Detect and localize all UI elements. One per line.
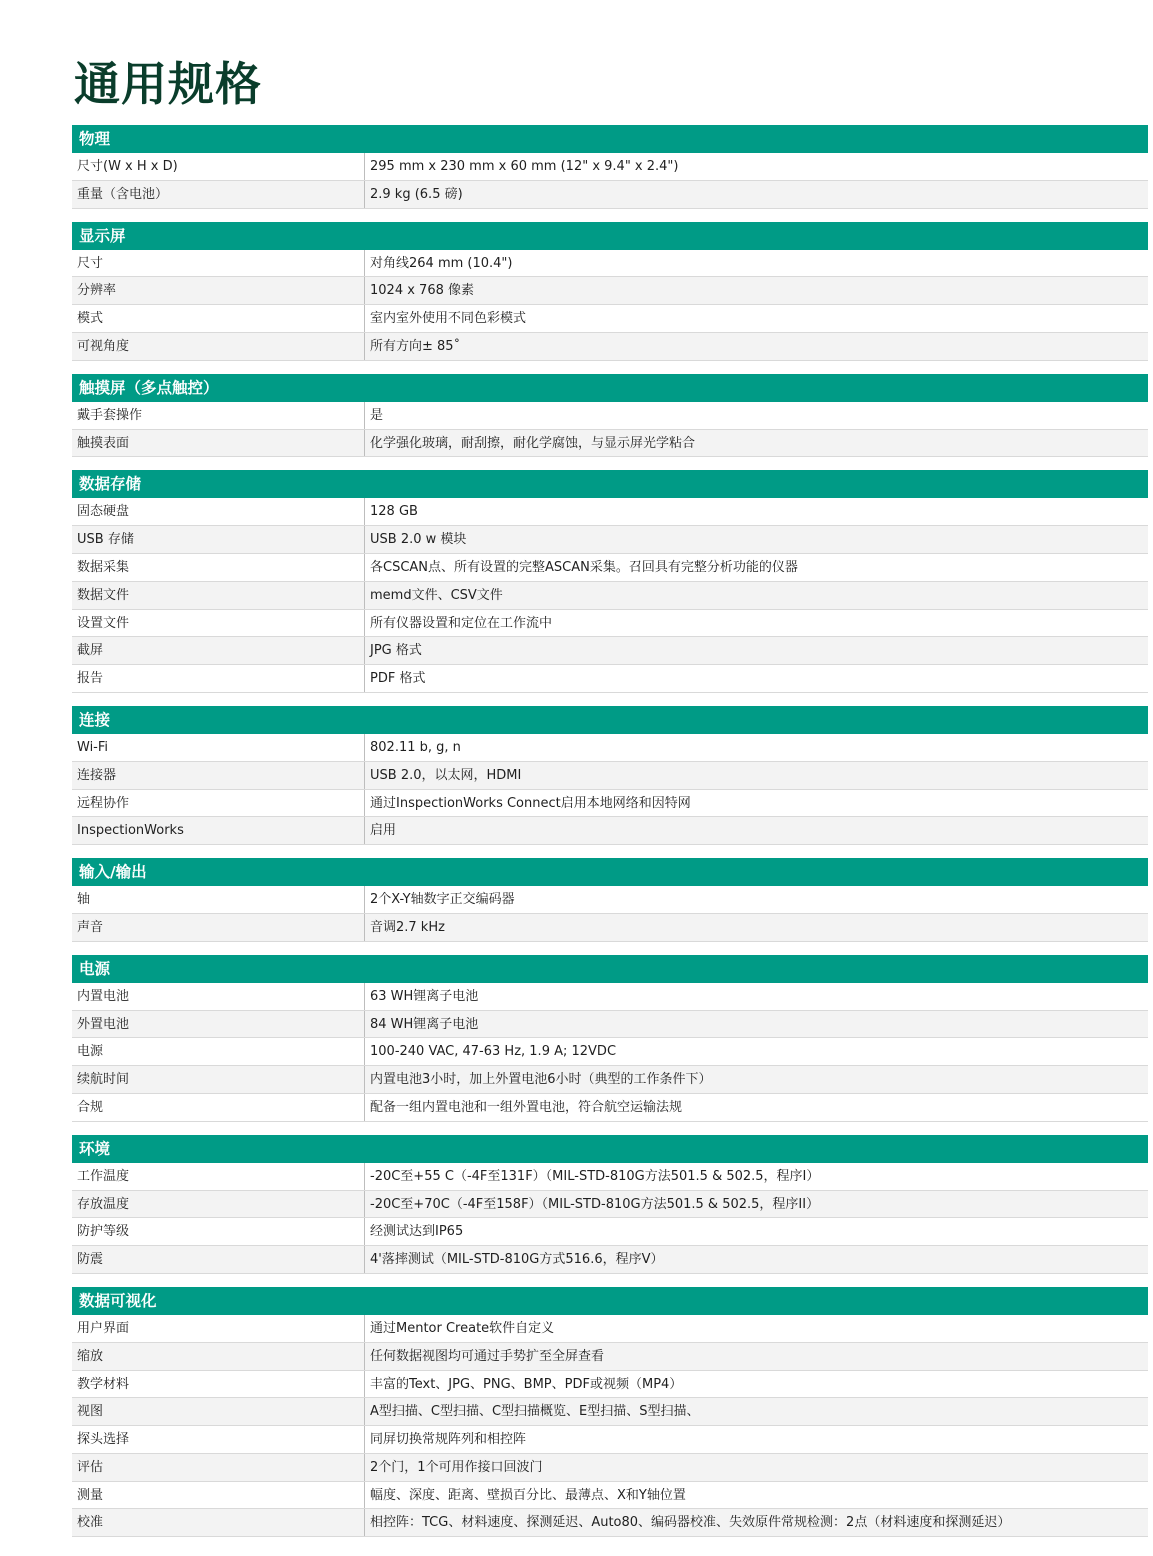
spec-value: 100-240 VAC, 47-63 Hz, 1.9 A; 12VDC [370, 1044, 617, 1060]
spec-value: 1024 x 768 像素 [370, 283, 474, 299]
spec-section [72, 470, 1148, 693]
spec-row [72, 1066, 1148, 1094]
spec-row [72, 582, 1148, 610]
spec-row [72, 1509, 1148, 1537]
spec-row [72, 665, 1148, 693]
spec-row [72, 181, 1148, 209]
section-rows [72, 402, 1148, 458]
section-header: 显示屏 [72, 222, 1148, 250]
spec-value: 音调2.7 kHz [370, 919, 445, 935]
section-rows [72, 153, 1148, 209]
spec-key: 测量 [72, 1482, 365, 1509]
spec-value: 对角线264 mm (10.4") [370, 255, 513, 271]
spec-row [72, 277, 1148, 305]
spec-key: 电源 [72, 1038, 365, 1065]
spec-value: 84 WH锂离子电池 [370, 1016, 479, 1032]
spec-key: 外置电池 [72, 1011, 365, 1038]
spec-row [72, 1454, 1148, 1482]
spec-value: 配备一组内置电池和一组外置电池，符合航空运输法规 [370, 1099, 683, 1115]
spec-row [72, 250, 1148, 278]
spec-value: 通过InspectionWorks Connect启用本地网络和因特网 [370, 795, 691, 811]
spec-row [72, 1038, 1148, 1066]
spec-key: Wi-Fi [72, 734, 365, 761]
spec-value: 同屏切换常规阵列和相控阵 [370, 1432, 527, 1448]
spec-key: 探头选择 [72, 1426, 365, 1453]
spec-value: 4'落摔测试（MIL-STD-810G方式516.6，程序V） [370, 1252, 664, 1268]
spec-key: 内置电池 [72, 983, 365, 1010]
spec-key: 远程协作 [72, 790, 365, 817]
spec-key: 连接器 [72, 762, 365, 789]
spec-key: 戴手套操作 [72, 402, 365, 429]
spec-row [72, 1343, 1148, 1371]
page-title: 通用规格 [74, 57, 262, 111]
section-header: 电源 [72, 955, 1148, 983]
spec-key: 防震 [72, 1246, 365, 1273]
spec-key: 评估 [72, 1454, 365, 1481]
spec-key: 分辨率 [72, 277, 365, 304]
spec-section [72, 125, 1148, 209]
spec-row [72, 554, 1148, 582]
spec-value: 任何数据视图均可通过手势扩至全屏查看 [370, 1348, 605, 1364]
spec-value: 化学强化玻璃，耐刮擦，耐化学腐蚀，与显示屏光学粘合 [370, 435, 696, 451]
spec-value: JPG 格式 [370, 643, 422, 659]
spec-value: 丰富的Text、JPG、PNG、BMP、PDF或视频（MP4） [370, 1376, 683, 1392]
spec-row [72, 886, 1148, 914]
section-rows [72, 886, 1148, 942]
section-header: 数据存储 [72, 470, 1148, 498]
spec-value: 63 WH锂离子电池 [370, 988, 479, 1004]
spec-value: 所有方向± 85˚ [370, 338, 461, 354]
section-rows [72, 1163, 1148, 1274]
spec-value: 幅度、深度、距离、壁损百分比、最薄点、X和Y轴位置 [370, 1487, 686, 1503]
spec-key: 尺寸 [72, 250, 365, 277]
spec-key: 可视角度 [72, 333, 365, 360]
spec-value: 室内室外使用不同色彩模式 [370, 311, 527, 327]
spec-key: 数据采集 [72, 554, 365, 581]
spec-row [72, 914, 1148, 942]
spec-section [72, 706, 1148, 845]
spec-value: 所有仪器设置和定位在工作流中 [370, 615, 553, 631]
spec-row [72, 610, 1148, 638]
spec-value: 启用 [370, 823, 397, 839]
spec-value: -20C至+70C（-4F至158F）（MIL-STD-810G方法501.5 & 502.5，程序II） [370, 1196, 820, 1212]
spec-row [72, 1398, 1148, 1426]
spec-key: 存放温度 [72, 1191, 365, 1218]
spec-value: 各CSCAN点、所有设置的完整ASCAN采集。召回具有完整分析功能的仪器 [370, 559, 798, 575]
spec-key: 重量（含电池） [72, 181, 365, 208]
spec-value: 内置电池3小时，加上外置电池6小时（典型的工作条件下） [370, 1072, 712, 1088]
spec-key: 用户界面 [72, 1315, 365, 1342]
spec-value: 2个门，1个可用作接口回波门 [370, 1459, 543, 1475]
section-header: 数据可视化 [72, 1287, 1148, 1315]
spec-key: 视图 [72, 1398, 365, 1425]
spec-key: 防护等级 [72, 1218, 365, 1245]
spec-key: 截屏 [72, 637, 365, 664]
spec-row [72, 1011, 1148, 1039]
spec-section [72, 955, 1148, 1122]
section-rows [72, 734, 1148, 845]
spec-row [72, 1426, 1148, 1454]
section-rows [72, 1315, 1148, 1537]
spec-key: 校准 [72, 1509, 365, 1536]
spec-key: 教学材料 [72, 1371, 365, 1398]
spec-row [72, 790, 1148, 818]
spec-key: 尺寸(W x H x D) [72, 153, 365, 180]
section-header: 触摸屏（多点触控） [72, 374, 1148, 402]
spec-row [72, 1246, 1148, 1274]
spec-value: 是 [370, 407, 384, 423]
spec-value: 2个X-Y轴数字正交编码器 [370, 892, 515, 908]
spec-row [72, 430, 1148, 458]
spec-value: A型扫描、C型扫描、C型扫描概览、E型扫描、S型扫描、 [370, 1404, 700, 1420]
spec-row [72, 402, 1148, 430]
spec-key: 工作温度 [72, 1163, 365, 1190]
spec-value: 2.9 kg (6.5 磅) [370, 186, 463, 202]
spec-value: 通过Mentor Create软件自定义 [370, 1320, 555, 1336]
spec-section [72, 1287, 1148, 1537]
spec-row [72, 526, 1148, 554]
spec-value: PDF 格式 [370, 671, 426, 687]
spec-key: 模式 [72, 305, 365, 332]
spec-row [72, 637, 1148, 665]
spec-value: memd文件、CSV文件 [370, 587, 503, 603]
spec-row [72, 1191, 1148, 1219]
section-header: 连接 [72, 706, 1148, 734]
spec-key: 合规 [72, 1094, 365, 1121]
spec-row [72, 983, 1148, 1011]
spec-key: 声音 [72, 914, 365, 941]
spec-section [72, 1135, 1148, 1274]
spec-table [72, 125, 1148, 1550]
spec-row [72, 817, 1148, 845]
spec-key: 续航时间 [72, 1066, 365, 1093]
spec-value: 295 mm x 230 mm x 60 mm (12" x 9.4" x 2.4") [370, 159, 679, 174]
spec-row [72, 153, 1148, 181]
spec-row [72, 498, 1148, 526]
spec-key: 触摸表面 [72, 430, 365, 457]
spec-value: USB 2.0，以太网，HDMI [370, 767, 522, 783]
spec-key: 报告 [72, 665, 365, 692]
spec-row [72, 734, 1148, 762]
section-header: 环境 [72, 1135, 1148, 1163]
section-header: 输入/输出 [72, 858, 1148, 886]
spec-key: InspectionWorks [72, 817, 365, 844]
spec-value: 相控阵：TCG、材料速度、探测延迟、Auto80、编码器校准、失效原件常规检测：2点（材料速度和探测延迟） [370, 1515, 1011, 1531]
spec-section [72, 858, 1148, 942]
spec-section [72, 222, 1148, 361]
spec-row [72, 1315, 1148, 1343]
spec-row [72, 1482, 1148, 1510]
spec-section [72, 374, 1148, 458]
section-rows [72, 250, 1148, 361]
spec-row [72, 762, 1148, 790]
spec-value: -20C至+55 C（-4F至131F）（MIL-STD-810G方法501.5 & 502.5，程序I） [370, 1168, 820, 1184]
spec-key: 数据文件 [72, 582, 365, 609]
spec-key: 轴 [72, 886, 365, 913]
spec-row [72, 1218, 1148, 1246]
spec-value: USB 2.0 w 模块 [370, 532, 467, 548]
spec-row [72, 1094, 1148, 1122]
spec-row [72, 1371, 1148, 1399]
section-header: 物理 [72, 125, 1148, 153]
section-rows [72, 498, 1148, 693]
section-rows [72, 983, 1148, 1122]
spec-key: 设置文件 [72, 610, 365, 637]
spec-value: 128 GB [370, 504, 418, 520]
spec-row [72, 333, 1148, 361]
spec-key: USB 存储 [72, 526, 365, 553]
spec-row [72, 1163, 1148, 1191]
spec-key: 缩放 [72, 1343, 365, 1370]
spec-value: 802.11 b, g, n [370, 739, 461, 755]
spec-row [72, 305, 1148, 333]
spec-value: 经测试达到IP65 [370, 1224, 464, 1240]
spec-key: 固态硬盘 [72, 498, 365, 525]
